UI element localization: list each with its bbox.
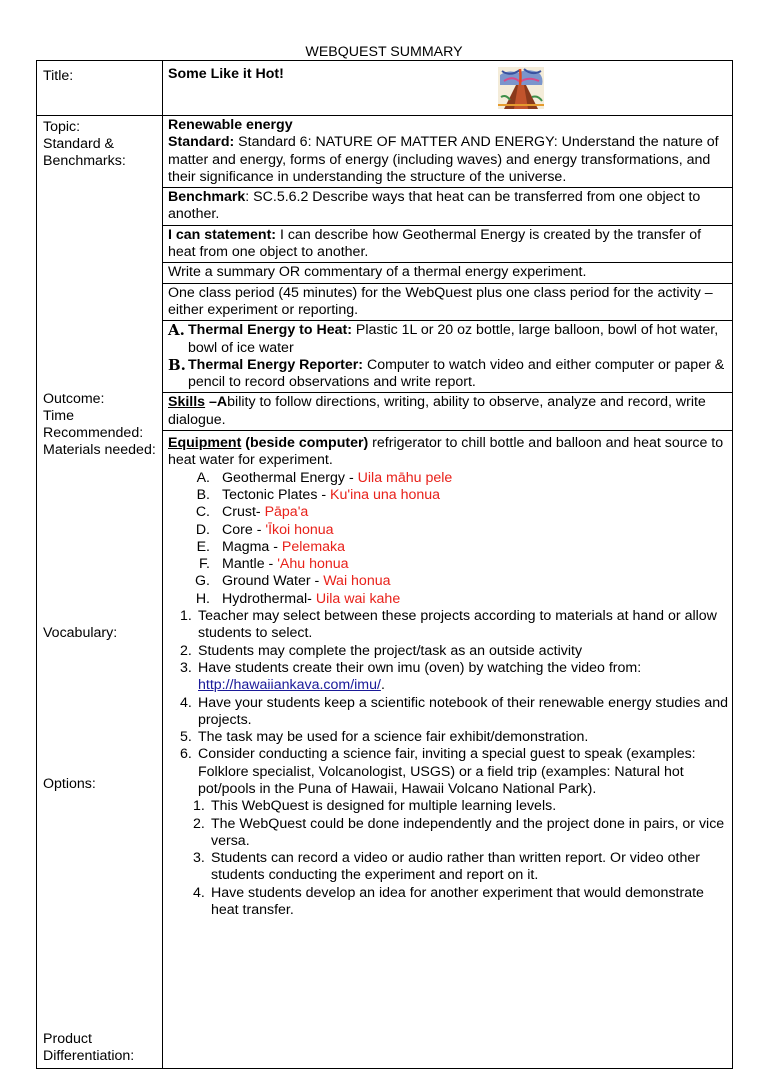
- title-row: [37, 61, 733, 116]
- vocab-item: H. Hydrothermal- Uila wai kahe: [195, 590, 401, 607]
- i-can-statement-block: I can statement: I can describe how Geothermal Energy is created by the transfer of heat from one object to another.: [163, 225, 732, 263]
- equipment-text: Equipment (beside computer) refrigerator to chill bottle and balloon and heat source to heat water for experiment.: [168, 435, 724, 469]
- body-row: [37, 116, 733, 1069]
- material-item-b: B. Thermal Energy Reporter: Computer to watch video and either computer or paper & pencil to record observations and write report.: [168, 355, 725, 391]
- product-label: Product: [43, 1031, 92, 1047]
- equipment-vocabulary-block: [163, 430, 732, 920]
- title-label-cell: [37, 61, 163, 116]
- skills-block: Skills –Ability to follow directions, writing, ability to observe, analyze and record, write dialogue.: [163, 392, 732, 430]
- label-spacer: [43, 459, 156, 625]
- topic-label: Topic:: [43, 119, 81, 135]
- vocab-item: E. Magma - Pelemaka: [196, 538, 346, 555]
- content-column: [163, 116, 733, 1069]
- recommended-label: Recommended:: [43, 425, 144, 441]
- vocab-item: D. Core - 'Īkoi honua: [195, 521, 334, 538]
- topic-value: Renewable energy: [168, 117, 293, 133]
- label-spacer: [43, 170, 156, 391]
- option-item: 3. Have students create their own imu (oven) by watching the video from: http://hawaiiankava.com/imu/.: [180, 659, 642, 694]
- time-block: One class period (45 minutes) for the WebQuest plus one class period for the activity – either experiment or reporting.: [163, 283, 732, 321]
- standard-label: Standard &: [43, 136, 114, 152]
- vocab-item: B. Tectonic Plates - Ku'ina una honua: [196, 486, 441, 503]
- benchmark-block: Benchmark: SC.5.6.2 Describe ways that heat can be transferred from one object to another.: [163, 187, 732, 225]
- materials-label: Materials needed:: [43, 442, 156, 458]
- webquest-title: Some Like it Hot!: [168, 66, 284, 82]
- option-item: 4. Have your students keep a scientific notebook of their renewable energy studies and projects.: [180, 694, 728, 728]
- volcano-painting-image: [498, 67, 544, 109]
- labels-column: [37, 116, 163, 1069]
- vocab-item: F. Mantle - 'Ahu honua: [198, 556, 349, 573]
- vocabulary-list: [168, 470, 728, 608]
- option-item: 2. Students may complete the project/task as an outside activity: [180, 642, 583, 659]
- label-spacer: [43, 793, 156, 1031]
- options-list: [168, 608, 728, 798]
- differentiation-item: 4. Have students develop an idea for another experiment that would demonstrate heat transfer.: [193, 884, 704, 919]
- title-label: Title:: [43, 68, 74, 84]
- benchmarks-label: Benchmarks:: [43, 153, 126, 169]
- material-item-a: A. Thermal Energy to Heat: Plastic 1L or 20 oz bottle, large balloon, bowl of hot water, bowl of ice water: [168, 321, 719, 356]
- label-spacer: [43, 642, 156, 776]
- options-label: Options:: [43, 776, 96, 792]
- differentiation-item: 1. This WebQuest is designed for multiple learning levels.: [193, 798, 557, 815]
- outcome-block: Write a summary OR commentary of a thermal energy experiment.: [163, 262, 732, 282]
- vocab-item: G. Ground Water - Wai honua: [195, 573, 391, 590]
- vocab-item: A. Geothermal Energy - Uila māhu pele: [196, 469, 453, 486]
- standard-text: Standard: Standard 6: NATURE OF MATTER AND ENERGY: Understand the nature of matter and energy, forms of energy (including waves) and energy transformations, and their significance in understanding the structure of the universe.: [168, 134, 719, 185]
- vocab-item: C. Crust- Pāpa'a: [195, 504, 309, 521]
- outcome-label: Outcome:: [43, 391, 105, 407]
- differentiation-item: 2. The WebQuest could be done independently and the project done in pairs, or vice versa.: [193, 815, 725, 849]
- differentiation-label: Differentiation:: [43, 1048, 135, 1064]
- webquest-summary-table: [36, 60, 733, 1069]
- vocabulary-label: Vocabulary:: [43, 625, 118, 641]
- option-item: 6. Consider conducting a science fair, inviting a special guest to speak (examples: Folklore specialist, Volcanologist, USGS) or a field trip (examples: Natural hot pot/pools in the Puna of Hawaii, Hawaii Volcano National Park).: [180, 746, 696, 797]
- option-item: 5. The task may be used for a science fair exhibit/demonstration.: [180, 729, 589, 746]
- topic-standard-block: [163, 116, 732, 187]
- differentiation-item: 3. Students can record a video or audio rather than written report. Or video other students conducting the experiment and report on it.: [193, 850, 700, 884]
- time-label: Time: [43, 408, 75, 424]
- title-value-cell: [163, 61, 733, 116]
- imu-video-link[interactable]: http://hawaiiankava.com/imu/: [198, 677, 381, 694]
- page-heading: WEBQUEST SUMMARY: [305, 44, 463, 60]
- option-item: 1. Teacher may select between these projects according to materials at hand or allow students to select.: [180, 608, 717, 642]
- product-differentiation-list: [168, 798, 728, 919]
- materials-block: [163, 320, 732, 392]
